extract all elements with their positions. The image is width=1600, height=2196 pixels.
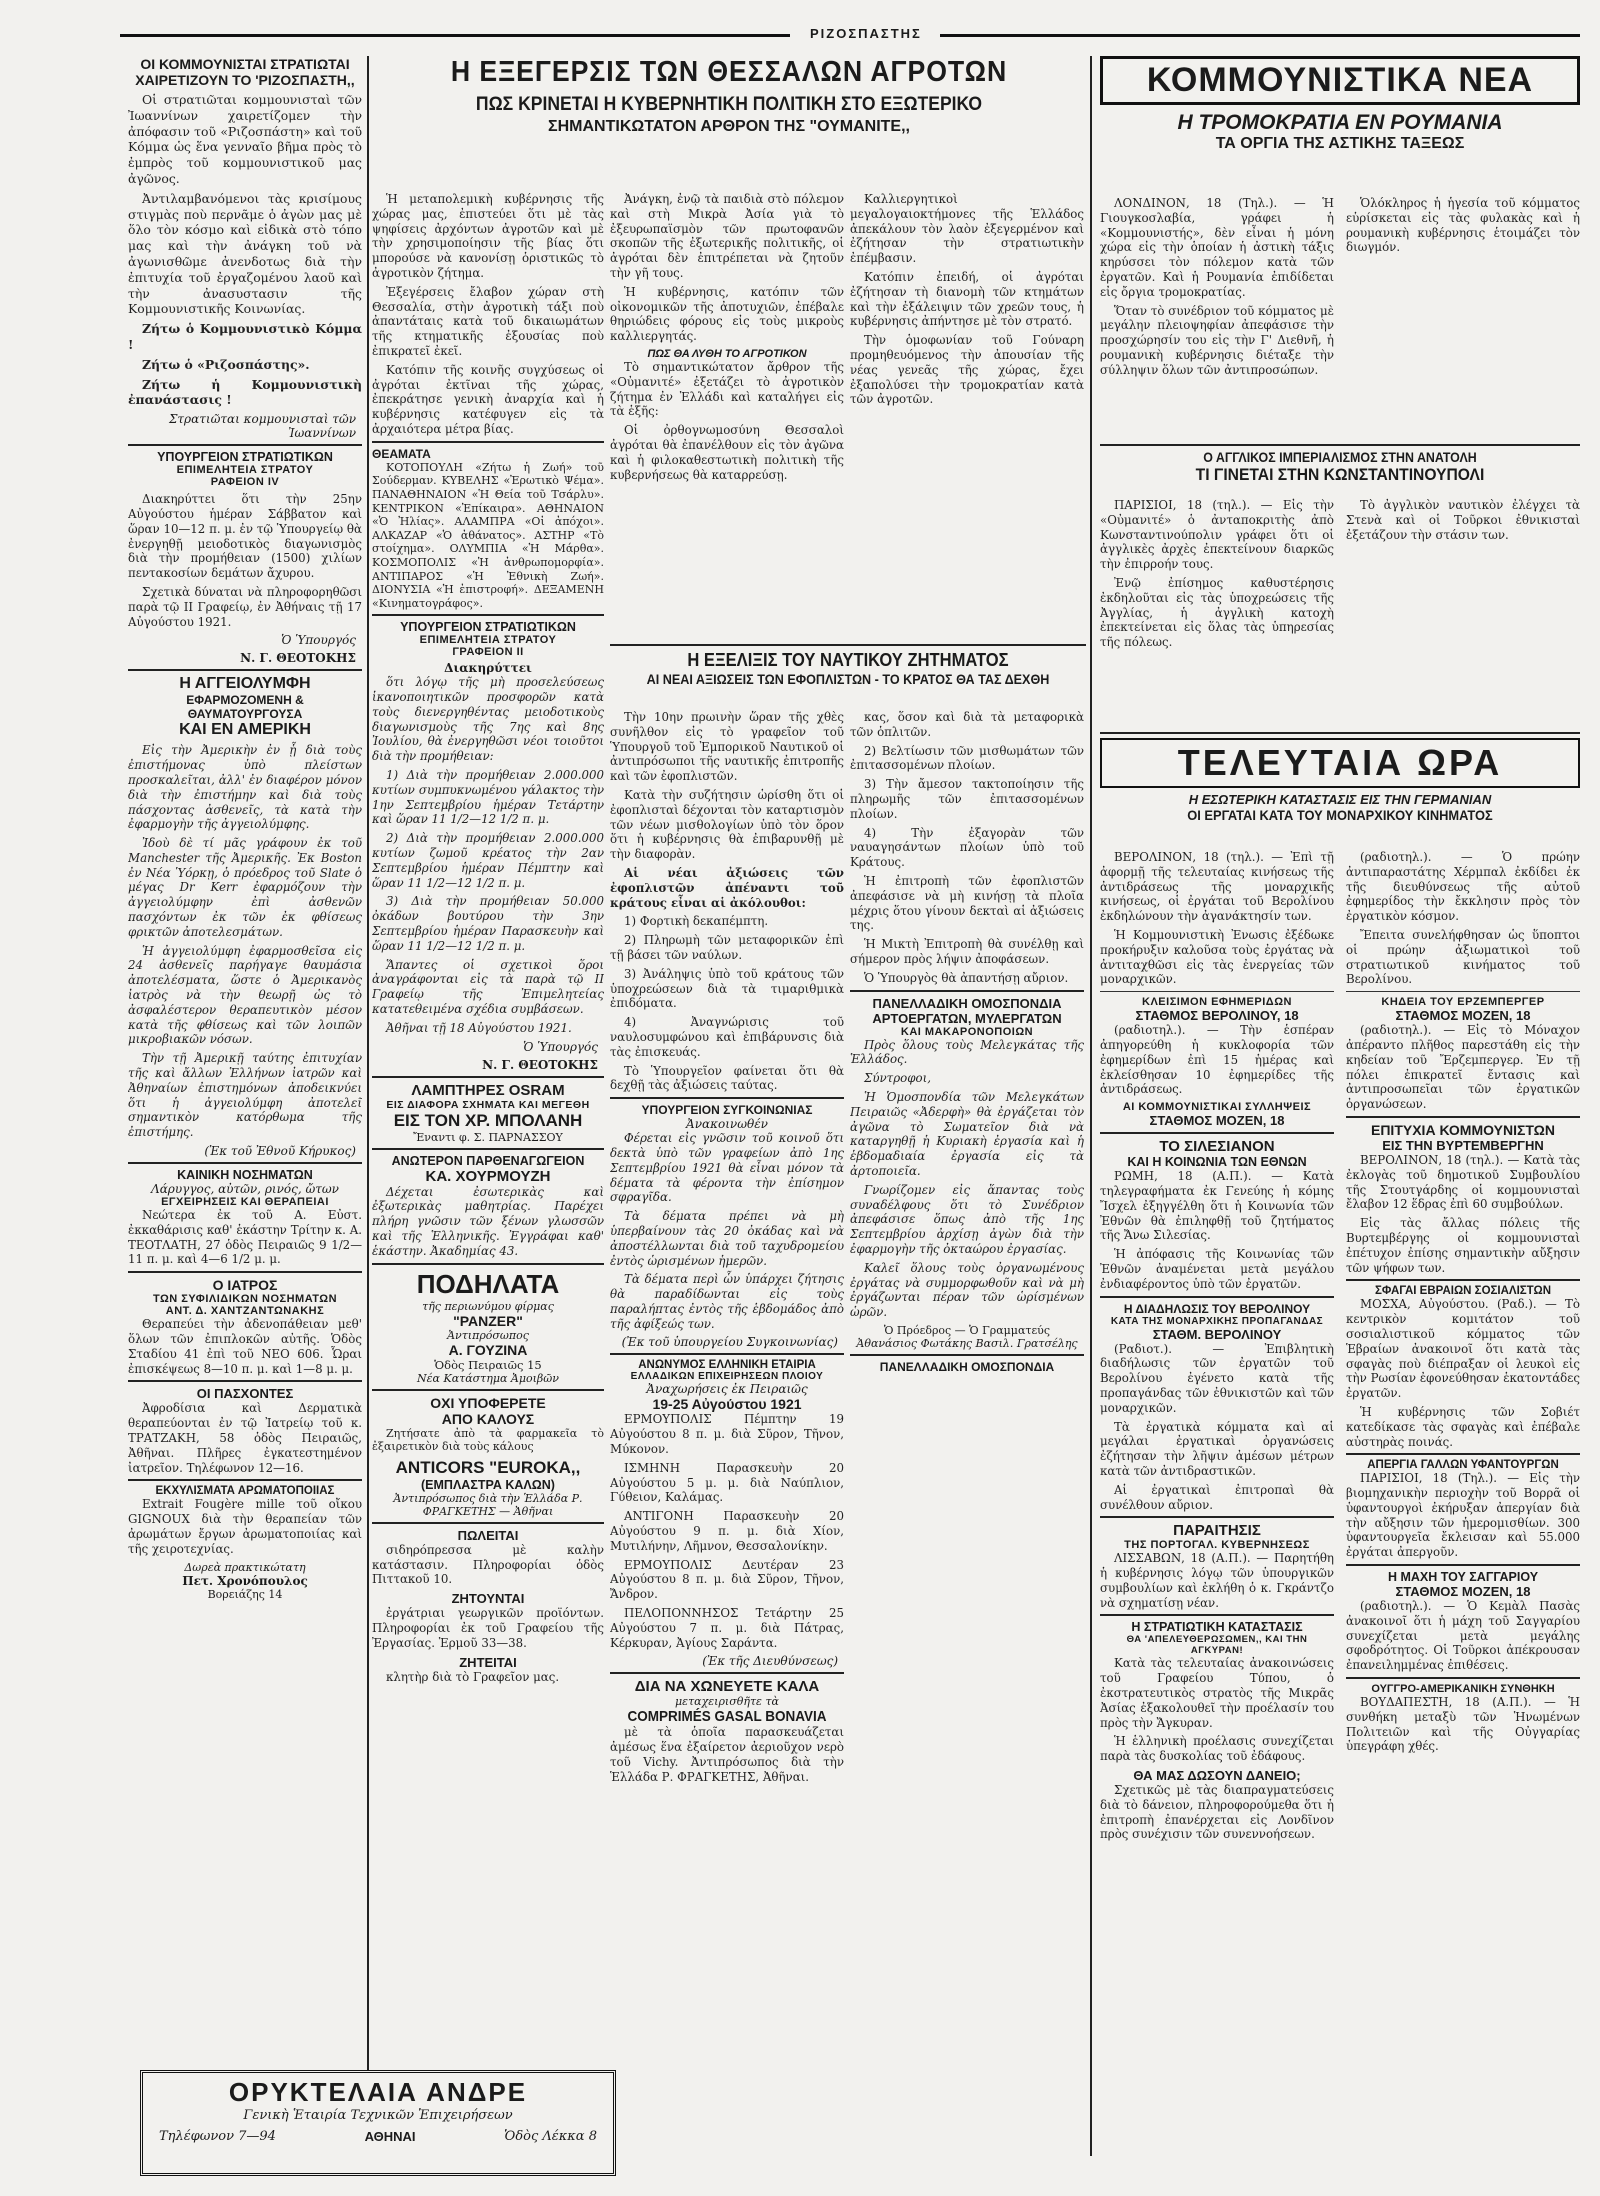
- masthead-bar: [120, 26, 1580, 44]
- paragraph: Καλλιεργητικοὶ μεγαλογαιοκτήμονες τῆς Ἑλλάδος ἀπεκάλουν τὸν λαὸν ἐξεγερμένον καὶ ἐζήτησαν τὴν στρατιωτικὴν ἐπέμβασιν.: [850, 192, 1084, 266]
- divider: [1346, 1116, 1580, 1118]
- sub-headline: ΟΙ ΕΡΓΑΤΑΙ ΚΑΤΑ ΤΟΥ ΜΟΝΑΡΧΙΚΟΥ ΚΙΝΗΜΑΤΟΣ: [1187, 807, 1493, 823]
- masthead-rule-left: [120, 34, 790, 37]
- ad-brand: COMPRIMÉS GASAL BONAVIA: [627, 1708, 827, 1726]
- divider: [1346, 1279, 1580, 1281]
- paragraph: Ἡ Κομμουνιστικὴ Ἐνωσις ἐξέδωκε προκήρυξιν καλοῦσα τοὺς ἐργάτας νὰ ἀντιταχθῶσι εἰς τὰς ἐνεργείας τῶν μοναρχικῶν.: [1100, 927, 1334, 987]
- paragraph: Ἀνάγκη, ἐνῷ τὰ παιδιὰ στὸ πόλεμον καὶ στὴ Μικρὰ Ἀσία γιὰ τὸ ἐξευρωπαϊσμὸν τῶν πρωτοφανῶν σκοπῶν τῆς ἐξωτερικῆς πολιτικῆς, οἱ ἀγρόται δὲν ἐπιτρέπεται νὰ ζητοῦν τὴν γῆ τους.: [610, 192, 844, 280]
- column-5b-mid: [1346, 498, 1580, 728]
- headline: ΟΥΓΓΡΟ-ΑΜΕΡΙΚΑΝΙΚΗ ΣΥΝΘΗΚΗ: [1371, 1683, 1555, 1696]
- ad-address: Ὁδὸς Λέκκα 8: [504, 2129, 597, 2144]
- paragraph: 2) Βελτίωσιν τῶν μισθωμάτων τῶν ἐπιτασσομένων πλοίων.: [850, 743, 1084, 773]
- ad-subtitle: Ἀναχωρήσεις ἐκ Πειραιῶς: [646, 1382, 808, 1397]
- paragraph: Τὴν τῇ Ἀμερικῇ ταύτης ἐπιτυχίαν τῆς καὶ ἄλλων Ἑλλήνων ἰατρῶν καὶ Ἀθηναίων ἐπιστημόνων ἀποδεικνύει ὅτι ἡ ἀγγειολύμφη ἀποτελεῖ σημαντικὸν κατόρθωμα τῆς ἐπιστήμης.: [128, 1051, 362, 1140]
- ad-title: ΠΩΛΕΙΤΑΙ: [457, 1527, 519, 1543]
- ad-subtitle: ΤΩΝ ΣΥΦΙΛΙΔΙΚΩΝ ΝΟΣΗΜΑΤΩΝ: [152, 1293, 338, 1306]
- headline: Η ΑΓΓΕΙΟΛΥΜΦΗ: [179, 675, 311, 693]
- headline: Η ΕΞΕΛΙΞΙΣ ΤΟΥ ΝΑΥΤΙΚΟΥ ΖΗΤΗΜΑΤΟΣ: [687, 650, 1009, 670]
- divider: [610, 644, 1086, 646]
- divider: [128, 1380, 362, 1382]
- paragraph: Ἀντιλαμβανόμενοι τὰς κρισίμους στιγμὰς ποὺ περνᾶμε ὁ ἀγὼν μας μὲ ὅλο τὸν κόσμο καὶ εἰδικὰ στὸ τόπο μας καὶ τὴν ἀνάγκη τοῦ νὰ ἀγωνισθῶμε ἀνενδοτως διὰ τὴν ἐπιτυχία τοῦ ἐργαζομένου λαοῦ καὶ τὴν ἀνασυστασιν τῆς Κομμουνιστικῆς Κοινωνίας.: [128, 190, 362, 317]
- paragraph: (ραδιοτηλ.). — Τὴν ἑσπέραν ἀπηγορεύθη ἡ κυκλοφορία τῶν ἐφημερίδων ἐπὶ 15 ἡμέρας καὶ ἐκλείσθησαν 10 ἐφημερίδες τῆς ἀντιδράσεως.: [1100, 1023, 1334, 1097]
- divider: [610, 1672, 844, 1674]
- paragraph: ΡΩΜΗ, 18 (Α.Π.). — Κατὰ τηλεγραφήματα ἐκ Γενεύης ἡ κόμης Ἴσχελ ἐξηγγέλθη ὅτι ἡ Κοινωνία τῶν Ἐθνῶν θὰ ἐπιληφθῇ τοῦ ζητήματος τῆς Ἄνω Σιλεσίας.: [1100, 1169, 1334, 1243]
- divider: [1100, 991, 1334, 992]
- paragraph: κας, ὅσον καὶ διὰ τὰ μεταφορικὰ τῶν ὁπλιτῶν.: [850, 710, 1084, 739]
- signature: Ὁ Ὑπουργός: [523, 1039, 598, 1054]
- column-1: [128, 56, 362, 2166]
- signature: Ὁ Ὑπουργός: [281, 633, 356, 648]
- paragraph: Ζήτω ἡ Κομμουνιστικὴ ἐπανάστασις !: [128, 376, 362, 408]
- headline: ΘΑ ΜΑΣ ΔΩΣΟΥΝ ΔΑΝΕΙΟ;: [1133, 1768, 1301, 1784]
- paragraph: ΑΝΤΙΓΟΝΗ Παρασκευὴν 20 Αὐγούστου 9 π. μ. διὰ Χίον, Μυτιλήνην, Λῆμνον, Θεσσαλονίκην.: [610, 1509, 844, 1553]
- divider: [128, 444, 362, 446]
- divider: [128, 1271, 362, 1273]
- source-note: (Ἐκ τοῦ ὑπουργείου Συγκοινωνίας): [621, 1335, 838, 1350]
- section-box-title: ΚΟΜΜΟΥΝΙΣΤΙΚΑ ΝΕΑ: [1100, 56, 1580, 105]
- paragraph: Τὴν 10ην πρωινὴν ὥραν τῆς χθὲς συνῆλθον εἰς τὸ γραφεῖον τοῦ Ὑπουργοῦ τοῦ Ἐμπορικοῦ Ναυτικοῦ οἱ ἀντιπρόσωποι τῆς ναυτικῆς ἐπιτροπῆς καὶ τῶν ἐφοπλιστῶν.: [610, 710, 844, 784]
- divider: [372, 1389, 604, 1391]
- headline: ΧΑΙΡΕΤΙΖΟΥΝ ΤΟ 'ΡΙΖΟΣΠΑΣΤΗ,,: [135, 72, 355, 88]
- paragraph: Τὰ ἐργατικὰ κόμματα καὶ αἱ μεγάλαι ἐργατικαὶ ὀργανώσεις ἐζήτησαν τὴν λῆψιν ἀμέσων μέτρων κατὰ τῶν ἀντιδραστικῶν.: [1100, 1419, 1334, 1478]
- ad-subtitle: ΕΓΧΕΙΡΗΣΕΙΣ ΚΑΙ ΘΕΡΑΠΕΙΑΙ: [161, 1196, 329, 1209]
- section-box-title: ΤΕΛΕΥΤΑΙΑ ΩΡΑ: [1100, 738, 1580, 788]
- headline: Η ΣΤΡΑΤΙΩΤΙΚΗ ΚΑΤΑΣΤΑΣΙΣ: [1131, 1620, 1303, 1635]
- ad-subtitle: ΕΛΛΑΔΙΚΩΝ ΕΠΙΧΕΙΡΗΣΕΩΝ ΠΛΟΙΟΥ: [630, 1371, 824, 1383]
- paragraph: (ραδιοτηλ.). — Ὁ Κεμὰλ Πασὰς ἀνακοινοῖ ὅτι ἡ μάχη τοῦ Σαγγαρίου συνεχίζεται μετὰ μεγάλης σφοδρότητος. Οἱ Τοῦρκοι ἀπέκρουσαν ἐπανειλημμένας ἐπιθέσεις.: [1346, 1599, 1580, 1673]
- paragraph: Ἡ κυβέρνησις, κατόπιν τῶν οἰκονομικῶν τῆς ἀποτυχιῶν, ἐπέβαλε θηριώδεις φόρους εἰς τοὺς μικροὺς καλλιεργητάς.: [610, 284, 844, 344]
- paragraph: Ἔπειτα συνελήφθησαν ὡς ὕποπτοι οἱ πρώην ἀξιωματικοὶ τοῦ στρατιωτικοῦ κινήματος τοῦ Βερολίνου.: [1346, 927, 1580, 987]
- paragraph: Κατὰ τὰς τελευταίας ἀνακοινώσεις τοῦ Γραφείου Τύπου, ὁ ἐκστρατευτικὸς στρατὸς τῆς Μικρᾶς Ἀσίας ἐξακολουθεῖ τὴν προέλασίν του πρὸς τὴν Ἄγκυραν.: [1100, 1656, 1334, 1730]
- sub-headline: ΤΙ ΓΙΝΕΤΑΙ ΣΤΗΝ ΚΩΝΣΤΑΝΤΙΝΟΥΠΟΛΙ: [1195, 465, 1485, 484]
- ad-brand: ANTICORS "EUROKA,,: [395, 1457, 581, 1477]
- signature: Ν. Γ. ΘΕΟΤΟΚΗΣ: [240, 651, 356, 666]
- notice-subtitle: ΓΡΑΦΕΙΟΝ ΙΙ: [452, 646, 524, 659]
- paragraph: Ἀφροδίσια καὶ Δερματικὰ θεραπεύονται ἐν τῷ Ἰατρείῳ τοῦ κ. ΤΡΑΤΖΑΚΗ, 58 ὁδὸς Πειραιῶς, Ἀθῆναι. Πλῆρες ἐγκατεστημένον ἰατρεῖον. Τηλέφωνον 12—16.: [128, 1401, 362, 1475]
- paragraph: Ἡ μεταπολεμικὴ κυβέρνησις τῆς χώρας μας, ἐπιστεύει ὅτι μὲ τὰς ψηφίσεις ἀρχόντων ἀγροτῶν καὶ μὲ τὴν χρησιμοποίησιν τῆς βίας ὅτι μπορούσε νὰ κανονίσῃ ὁριστικῶς τὸ ἀγροτικὸν ζήτημα.: [372, 192, 604, 280]
- ad-title: ΛΑΜΠΤΗΡΕΣ OSRAM: [411, 1081, 565, 1099]
- paragraph: Θεραπεύει τὴν ἀδενοπάθειαν μεθ' ὅλων τῶν ἐπιπλοκῶν αὐτῆς. Ὁδὸς Σταδίου 41 ἐπὶ τοῦ ΝΕΟ 606. Ὧραι ἐπισκέψεως 8—10 π. μ. καὶ 1—8 μ. μ.: [128, 1317, 362, 1376]
- column-5a: [1100, 850, 1334, 2166]
- headline: ΑΠΕΡΓΙΑ ΓΑΛΛΩΝ ΥΦΑΝΤΟΥΡΓΩΝ: [1367, 1459, 1559, 1472]
- source-note: (Ἐκ τοῦ Ἐθνοῦ Κήρυκος): [204, 1144, 356, 1159]
- paragraph: Τὸ Ὑπουργεῖον φαίνεται ὅτι θὰ δεχθῇ τὰς ἀξιώσεις ταύτας.: [610, 1063, 844, 1093]
- column-rule: [1090, 56, 1092, 2156]
- ad-rep: Ἀντιπρόσωπος διὰ τὴν Ἑλλάδα Ρ. ΦΡΑΓΚΕΤΗΣ — Ἀθῆναι: [393, 1491, 583, 1518]
- ad-phone: Τηλέφωνον 7—94: [159, 2129, 276, 2144]
- paragraph: (ραδιοτηλ.). — Εἰς τὸ Μόναχον ἀπέραντο πλῆθος παρεστάθη εἰς τὴν κηδείαν τοῦ Ἔρζεμπεργερ. Ἐν τῇ πόλει ἐπικρατεῖ ἔντασις καὶ ἀντιπροσωπεῖαι τῶν ἐργατικῶν ὀργανώσεων.: [1346, 1023, 1580, 1112]
- column-4: [850, 710, 1084, 2166]
- dateline: ΣΤΑΘΜ. ΒΕΡΟΛΙΝΟΥ: [1152, 1326, 1282, 1342]
- ad-title: ΠΟΔΗΛΑΤΑ: [416, 1268, 560, 1299]
- ad-address: Ἔναντι φ. Σ. ΠΑΡΝΑΣΣΟΥ: [413, 1130, 563, 1144]
- headline: ΕΠΙΤΥΧΙΑ ΚΟΜΜΟΥΝΙΣΤΩΝ: [1370, 1121, 1555, 1138]
- right-header: [1100, 56, 1580, 153]
- paragraph: Ἀθῆναι τῇ 18 Αὐγούστου 1921.: [386, 1020, 572, 1035]
- divider: [372, 1522, 604, 1524]
- sub-headline: ΚΑΙ Η ΚΟΙΝΩΝΙΑ ΤΩΝ ΕΘΝΩΝ: [1127, 1155, 1307, 1170]
- signature: Ἀθανάσιος Φωτάκης Βασιλ. Γρατσέλης: [856, 1336, 1078, 1350]
- ad-name: Α. ΓΟΥΖΙΝΑ: [448, 1341, 528, 1358]
- ad-subtitle: Λάρυγγος, αὐτῶν, ρινός, ὤτων: [151, 1182, 339, 1197]
- paragraph: ΠΕΛΟΠΟΝΝΗΣΟΣ Τετάρτην 25 Αὐγούστου 7 π. μ. διὰ Πάτρας, Κέρκυραν, Ἀγίους Σαράντα.: [610, 1606, 844, 1650]
- ad-name: ΚΑ. ΧΟΥΡΜΟΥΖΗ: [425, 1167, 551, 1185]
- paragraph: 2) Διὰ τὴν προμήθειαν 2.000.000 κυτίων ζωμοῦ κρέατος τὴν 2αν Σεπτεμβρίου ἡμέραν Πέμπτην καὶ ὥραν 11 1/2—12 1/2 π. μ.: [372, 831, 604, 890]
- ad-address: Ὁδὸς Πειραιῶς 15: [434, 1357, 542, 1372]
- ad-title: ΖΗΤΟΥΝΤΑΙ: [451, 1591, 525, 1607]
- section-title: ΘΕΑΜΑΤΑ: [372, 446, 431, 461]
- masthead-rule-right: [940, 34, 1580, 37]
- section-title: ΑΙ ΚΟΜΜΟΥΝΙΣΤΙΚΑΙ ΣΥΛΛΗΨΕΙΣ: [1122, 1101, 1312, 1114]
- paragraph: Σύντροφοι,: [864, 1071, 931, 1086]
- paragraph: ΙΣΜΗΝΗ Παρασκευὴν 20 Αὐγούστου 5 μ. μ. διὰ Ναύπλιον, Γύθειον, Καλάμας.: [610, 1460, 844, 1505]
- paragraph: Ζητήσατε ἀπὸ τὰ φαρμακεῖα τὸ ἐξαιρετικὸν διὰ τοὺς κάλους: [372, 1426, 604, 1454]
- ad-title: ΚΑΙΝΙΚΗ ΝΟΣΗΜΑΤΩΝ: [177, 1168, 313, 1183]
- sub-headline: ΤΑ ΟΡΓΙΑ ΤΗΣ ΑΣΤΙΚΗΣ ΤΑΞΕΩΣ: [1215, 135, 1465, 152]
- paragraph: ΠΑΡΙΣΙΟΙ, 18 (τηλ.). — Εἰς τὴν «Οὐμανιτέ» ὁ ἀνταποκριτὴς ἀπὸ Κωνσταντινούπολιν γράφει ὅτι οἱ ἀγγλικὲς ἀρχὲς ἐπεκτείνουν διαρκῶς τὴν ἐπιρροήν τους.: [1100, 498, 1334, 572]
- paragraph: Ἡ ἀπόφασις τῆς Κοινωνίας τῶν Ἐθνῶν ἀναμένεται μετὰ μεγάλου ἐνδιαφέροντος ὑπὸ τῶν ἐργατῶν.: [1100, 1247, 1334, 1291]
- column-5a-mid: [1100, 498, 1334, 728]
- paragraph: ΜΟΣΧΑ, Αὐγούστου. (Ραδ.). — Τὸ κεντρικὸν κομιτάτον τοῦ σοσιαλιστικοῦ κόμματος τῶν Ἑβραίων ἀνακοινοῖ ὅτι κατὰ τὰς σφαγὰς ποὺ διέπραξαν οἱ λευκοὶ εἰς τὴν Ρωσίαν ἐφονεύθησαν ἑκατοντάδες ἐργατῶν.: [1346, 1297, 1580, 1401]
- notice-title: ΥΠΟΥΡΓΕΙΟΝ ΣΤΡΑΤΙΩΤΙΚΩΝ: [400, 620, 576, 635]
- ad-address: Βορειάζης 14: [207, 1587, 283, 1601]
- sub-headline: ΤΗΣ ΠΟΡΤΟΓΑΛ. ΚΥΒΕΡΝΗΣΕΩΣ: [1124, 1539, 1310, 1552]
- paragraph: σιδηρόπρεσσα μὲ καλὴν κατάστασιν. Πληροφορίαι ὁδὸς Πιττακοῦ 10.: [372, 1542, 604, 1587]
- signature: Ὁ Πρόεδρος — Ὁ Γραμματεύς: [883, 1323, 1051, 1337]
- dateline: ΣΤΑΘΜΟΣ ΒΕΡΟΛΙΝΟΥ, 18: [1135, 1008, 1299, 1024]
- paragraph: Τὸ σημαντικώτατον ἄρθρον τῆς «Οὐμανιτέ» ἐξετάζει τὸ ἀγροτικὸν ζήτημα ἐν Ἑλλάδι καὶ καταλήγει εἰς τὰ ἑξῆς:: [610, 359, 844, 419]
- paragraph: Ζήτω ὁ «Ριζοσπάστης».: [142, 356, 310, 372]
- paragraph: 1) Διὰ τὴν προμήθειαν 2.000.000 κυτίων συμπυκνωμένου γάλακτος τὴν 1ην Σεπτεμβρίου ἡμέραν Τετάρτην καὶ ὥραν 11 1/2—12 1/2 π. μ.: [372, 768, 604, 827]
- sub-headline: ΘΑ 'ΑΠΕΛΕΥΘΕΡΩΣΩΜΕΝ,, ΚΑΙ ΤΗΝ ΑΓΚΥΡΑΝ!: [1126, 1634, 1308, 1657]
- paragraph: Ὅταν τὸ συνέδριον τοῦ κόμματος μὲ μεγάλην πλειοψηφίαν ἀπεφάσισε τὴν προσχώρησίν του εἰς τὴν Γ' Διεθνῆ, ἡ ρουμανικὴ κυβέρνησις διέταξε τὴν σύλληψιν ὅλων τῶν ἀντιπροσώπων.: [1100, 303, 1334, 377]
- paragraph: Οἱ στρατιῶται κομμουνισταὶ τῶν Ἰωαννίνων χαιρετίζομεν τὴν ἀπόφασιν τοῦ «Ριζοσπάστη» καὶ τοῦ Κόμμα ὡς ἕνα γενναῖο βῆμα πρὸς τὸ ἐμπρὸς τοῦ κομμουνιστικοῦ μας ἀγῶνος.: [128, 92, 362, 186]
- ad-subtitle: Γενικὴ Ἑταιρία Τεχνικῶν Ἐπιχειρήσεων: [243, 2108, 513, 2123]
- divider: [128, 1162, 362, 1164]
- paragraph: 3) Τὴν ἄμεσον τακτοποίησιν τῆς πληρωμῆς τῶν ἐπιτασσομένων πλοίων.: [850, 777, 1084, 821]
- paragraph: Ἡ Ὁμοσπονδία τῶν Μελεγκάτων Πειραιῶς «Ἀδερφὴ» θὰ ἐργάζεται τὸν ἀγῶνα τὸ Σωματεῖον διὰ νὰ καταργηθῇ ἡ Κυριακὴ ἐργασία καὶ ἡ ἑβδομαδιαία ἐργασία εἰς τὰ ἀρτοποιεῖα.: [850, 1089, 1084, 1178]
- headline: ΣΦΑΓΑΙ ΕΒΡΑΙΩΝ ΣΟΣΙΑΛΙΣΤΩΝ: [1374, 1285, 1552, 1298]
- ad-subtitle: Ἀντιπρόσωπος: [447, 1328, 529, 1342]
- signature: Ν. Γ. ΘΕΟΤΟΚΗΣ: [482, 1057, 598, 1072]
- paragraph: ΕΡΜΟΥΠΟΛΙΣ Δευτέραν 23 Αὐγούστου 8 π. μ. διὰ Σῦρον, Τῆνον, Ἄνδρον.: [610, 1557, 844, 1602]
- headline: ΟΙ ΚΟΜΜΟΥΝΙΣΤΑΙ ΣΤΡΑΤΙΩΤΑΙ: [140, 56, 350, 72]
- column-3: [610, 710, 844, 2166]
- divider: [1346, 991, 1580, 992]
- paragraph: Ἡ ἀγγειολύμφη ἐφαρμοσθεῖσα εἰς 24 ἀσθενεῖς παρήγαγε θαυμάσια ἀποτελέσματα, ὥστε ὁ Ἀμερικανὸς ἰατρὸς νὰ τὴν θεωρῇ ὡς τὸ ἀσφαλέστερον θεραπευτικὸν μέσον κατὰ τῆς φθίσεως καὶ τῶν λοιπῶν μικροβιακῶν νόσων.: [128, 943, 362, 1047]
- paragraph: Ἡ Μικτὴ Ἐπιτροπὴ θὰ συνέλθῃ καὶ σήμερον πρὸς λήψιν ἀποφάσεων.: [850, 937, 1084, 966]
- paragraph: ΒΕΡΟΛΙΝΟΝ, 18 (τηλ.). — Κατὰ τὰς ἐκλογὰς τοῦ δημοτικοῦ Συμβουλίου τῆς Στουτγάρδης οἱ κομμουνισταὶ ἔλαβον 12 ἕδρας ἐπὶ 60 συμβούλων.: [1346, 1152, 1580, 1212]
- paragraph: Ὁ Ὑπουργὸς θὰ ἀπαντήσῃ αὔριον.: [864, 970, 1069, 985]
- headline: ΤΟ ΣΙΛΕΣΙΑΝΟΝ: [1159, 1138, 1275, 1156]
- dateline: ΣΤΑΘΜΟΣ ΜΟΖΕΝ, 18: [1395, 1008, 1531, 1024]
- column-5b: [1346, 850, 1580, 2166]
- paragraph: ΒΟΥΔΑΠΕΣΤΗ, 18 (Α.Π.). — Ἡ συνθήκη μεταξὺ τῶν Ἡνωμένων Πολιτειῶν καὶ τῆς Οὐγγαρίας ὑπεγράφη χθές.: [1346, 1695, 1580, 1754]
- divider: [372, 1263, 604, 1265]
- main-headline: Η ΕΞΕΓΕΡΣΙΣ ΤΩΝ ΘΕΣΣΑΛΩΝ ΑΓΡΟΤΩΝ: [450, 56, 1008, 88]
- column-rule: [367, 56, 369, 2156]
- paragraph: Τὸ ἀγγλικὸν ναυτικὸν ἐλέγχει τὰ Στενὰ καὶ οἱ Τοῦρκοι ἐθνικισταὶ ἐξετάζουν τὴν στάσιν των.: [1346, 498, 1580, 542]
- column-4-top: [850, 192, 1084, 632]
- divider: [372, 441, 604, 443]
- ad-address: Νέα Κατάστημα Ἀμοιβῶν: [417, 1371, 559, 1385]
- headline: Η ΕΣΩΤΕΡΙΚΗ ΚΑΤΑΣΤΑΣΙΣ ΕΙΣ ΤΗΝ ΓΕΡΜΑΝΙΑΝ: [1188, 792, 1492, 807]
- paragraph: Ἅπαντες οἱ σχετικοὶ ὅροι ἀναγράφονται εἰς τὰ παρὰ τῷ ΙΙ Γραφείῳ τῆς Ἐπιμελητείας κατατεθειμένα σχέδια συμβάσεων.: [372, 957, 604, 1017]
- divider: [850, 990, 1084, 992]
- divider: [372, 1076, 604, 1078]
- paragraph: Ζήτω ὁ Κομμουνιστικὸ Κόμμα !: [128, 321, 362, 352]
- sub-headline: ΠΩΣ ΚΡΙΝΕΤΑΙ Η ΚΥΒΕΡΝΗΤΙΚΗ ΠΟΛΙΤΙΚΗ ΣΤΟ ΕΞΩΤΕΡΙΚΟ: [475, 93, 983, 115]
- footer-ad: [140, 2070, 616, 2176]
- paragraph: κλητὴρ διὰ τὸ Γραφεῖον μας.: [386, 1669, 560, 1684]
- notice-title: ΥΠΟΥΡΓΕΙΟΝ ΣΤΡΑΤΙΩΤΙΚΩΝ: [157, 450, 333, 465]
- divider: [372, 614, 604, 616]
- headline: ΠΑΡΑΙΤΗΣΙΣ: [1173, 1522, 1261, 1540]
- sub-headline: ΚΑΙ ΜΑΚΑΡΟΝΟΠΟΙΩΝ: [900, 1025, 1034, 1038]
- paragraph: 4) Τὴν ἐξαγορὰν τῶν ναυαγησάντων πλοίων ὑπὸ τοῦ Κράτους.: [850, 825, 1084, 870]
- paragraph: Νεώτερα ἐκ τοῦ Α. Εὐστ. ἐκκαθάρισις καθ' ἑκάστην Τρίτην κ. Α. ΤΕΟΤΛΑΤΗ, 27 ὁδὸς Πειραιῶς 9 1/2—11 π. μ. καὶ 4—6 1/2 μ. μ.: [128, 1208, 362, 1267]
- ad-note: Δωρεὰ πρακτικώτατη: [184, 1560, 306, 1574]
- column-3-top: [610, 192, 844, 632]
- ad-dates: 19-25 Αὐγούστου 1921: [652, 1396, 802, 1413]
- dateline: ΣΤΑΘΜΟΣ ΜΟΖΕΝ, 18: [1395, 1584, 1531, 1600]
- divider: [610, 1097, 844, 1099]
- paragraph: (ραδιοτηλ.). — Ὁ πρώην ἀντιπαραστάτης Χέρμπαλ ἐκδίδει ἐκ τῆς διευθύνσεως τῆς αὐτοῦ ἐφημερίδος τὴν ἔκκλησιν πρὸς τὸν ἐργατικὸν κόσμον.: [1346, 850, 1580, 924]
- paragraph: Σχετικῶς μὲ τὰς διαπραγματεύσεις διὰ τὸ δάνειον, πληροφορούμεθα ὅτι ἡ ἐπιτροπὴ ἐπανέρχεται εἰς Λονδῖνον πρὸς συνέχισιν τῶν συνεννοήσεων.: [1100, 1783, 1334, 1842]
- sub-headline: ΕΙΣ ΤΗΝ ΒΥΡΤΕΜΒΕΡΓΗΝ: [1382, 1137, 1544, 1153]
- signature: Στρατιῶται κομμουνισταὶ τῶν Ἰωαννίνων: [168, 412, 356, 441]
- source-note: (Ἐκ τῆς Διευθύνσεως): [702, 1654, 838, 1669]
- notice-subtitle: Ἀνακοινωθέν: [686, 1117, 768, 1132]
- ad-title: ΖΗΤΕΙΤΑΙ: [459, 1654, 517, 1670]
- paragraph: Κατόπιν τῆς κοινῆς συγχύσεως οἱ ἀγρόται ἐκτῖναι τῆς χώρας, ἐπεκράτησε γενικὴ ἀναρχία καὶ ἡ κυβέρνησις κατέφυγεν εἰς τὰ ἀρχαιότερα μέτρα βίας.: [372, 362, 604, 436]
- divider: [1346, 1677, 1580, 1679]
- paragraph: Τὴν ὁμοφωνίαν τοῦ Γούναρη προμηθευόμενος τὴν ἀπουσίαν τῆς νέας γενεᾶς τῆς χώρας, ἔχει ἐξαπολύσει τὴν τρομοκρατίαν κατὰ τῶν ἀγροτῶν.: [850, 333, 1084, 407]
- column-5a-top: [1100, 196, 1334, 446]
- divider: [610, 1353, 844, 1355]
- ad-name: Πετ. Χρονόπουλος: [182, 1573, 308, 1588]
- ad-subtitle: μεταχειρισθῆτε τὰ: [675, 1695, 779, 1709]
- paragraph: Τὰ δέματα πρέπει νὰ μὴ ὑπερβαίνουν τὰς 20 ὀκάδας καὶ νὰ ἀποστέλλωνται διὰ τοῦ ταχυδρομείου ἐντὸς ὡρισμένων ἡμερῶν.: [610, 1209, 844, 1268]
- divider: [1100, 444, 1580, 446]
- section-title: ΠΩΣ ΘΑ ΛΥΘΗ ΤΟ ΑΓΡΟΤΙΚΟΝ: [647, 347, 807, 360]
- paragraph: Γνωρίζομεν εἰς ἅπαντας τοὺς συναδέλφους ὅτι τὸ Συνέδριον ἀπεφάσισε ὅπως ἀπὸ τῆς 1ης Σεπτεμβρίου ἀρχίσῃ ἀγὼν διὰ τὴν ἐφαρμογὴν τῆς ὀκταώρου ἐργασίας.: [850, 1182, 1084, 1256]
- paragraph: Φέρεται εἰς γνῶσιν τοῦ κοινοῦ ὅτι δεκτὰ ὑπὸ τῶν γραφείων ἀπὸ 1ης Σεπτεμβρίου 1921 θὰ εἶναι μόνον τὰ δέματα τὰ φέροντα τὴν ἐπίσημον σφραγῖδα.: [610, 1131, 844, 1205]
- paragraph: (Ραδιοτ.). — Ἐπιβλητικὴ διαδήλωσις τῶν ἐργατῶν τοῦ Βερολίνου ἐγένετο κατὰ τῆς προπαγάνδας τῶν ἐθνικιστῶν καὶ τῶν μοναρχικῶν.: [1100, 1341, 1334, 1415]
- paragraph: μὲ τὰ ὁποῖα παρασκευάζεται ἀμέσως ἕνα ἐξαίρετον ἀεριοῦχον νερὸ τοῦ Vichy. Ἀντιπρόσωπος διὰ τὴν Ἑλλάδα Ρ. ΦΡΑΓΚΕΤΗΣ, Ἀθῆναι.: [610, 1725, 844, 1784]
- paragraph: 3) Ἀνάληψις ὑπὸ τοῦ κράτους τῶν ὑποχρεώσεων διὰ τὰ τιμαριθμικὰ ἐπιδόματα.: [610, 966, 844, 1011]
- paragraph: Αἱ νέαι ἀξιώσεις τῶν ἐφοπλιστῶν ἀπέναντι τοῦ κράτους εἶναι αἱ ἀκόλουθοι:: [610, 865, 844, 910]
- ad-title: Ο ΙΑΤΡΟΣ: [212, 1277, 278, 1294]
- paragraph: Ἐξεγέρσεις ἔλαβον χώραν στὴ Θεσσαλία, στὴν ἀγροτικὴ τάξι ποὺ ἀπαντάταις κατὰ τοῦ δικαιωμάτων τῆς κτηματικῆς ἐξουσίας ποὺ ἐπικρατεῖ ἐκεῖ.: [372, 284, 604, 358]
- ad-title: ΕΚΧΥΛΙΣΜΑΤΑ ΑΡΩΜΑΤΟΠΟΙΙΑΣ: [155, 1485, 335, 1498]
- paragraph: Ἡ κυβέρνησις τῶν Σοβιέτ κατεδίκασε τὰς σφαγὰς καὶ ἐπέβαλε αὐστηρὰς ποινάς.: [1346, 1404, 1580, 1449]
- paragraph: Αἱ ἐργατικαὶ ἐπιτροπαὶ θὰ συνέλθουν αὔριον.: [1100, 1482, 1334, 1512]
- headline: ΑΡΤΟΕΡΓΑΤΩΝ, ΜΥΛΕΡΓΑΤΩΝ: [872, 1010, 1062, 1026]
- divider: [1346, 1564, 1580, 1566]
- paragraph: 2) Πληρωμὴ τῶν μεταφορικῶν ἐπὶ τῇ βάσει τῶν ναύλων.: [610, 933, 844, 962]
- headline: Η ΔΙΑΔΗΛΩΣΙΣ ΤΟΥ ΒΕΡΟΛΙΝΟΥ: [1123, 1301, 1311, 1316]
- divider: [1100, 1132, 1334, 1134]
- divider: [850, 1354, 1084, 1356]
- paragraph: ΒΕΡΟΛΙΝΟΝ, 18 (τηλ.). — Ἐπὶ τῇ ἀφορμῇ τῆς τελευταίας κινήσεως τῆς ἀντιδράσεως τῆς μοναρχικῆς κινήσεως, οἱ ἐργάται τοῦ Βερολίνου ἐκδηλώνουν τὴν ἀγανάκτησίν των.: [1100, 850, 1334, 924]
- last-hour-header: [1100, 728, 1580, 823]
- masthead-name: ΡΙΖΟΣΠΑΣΤΗΣ: [810, 26, 922, 41]
- ad-title: ΟΙ ΠΑΣΧΟΝΤΕΣ: [196, 1386, 294, 1402]
- divider: [1100, 1296, 1334, 1298]
- naval-story-header: [610, 640, 1086, 687]
- notice-subtitle: ΡΑΦΕΙΟΝ IV: [210, 476, 280, 489]
- paragraph: Ἡ ἐπιτροπὴ τῶν ἐφοπλιστῶν ἀπεφάσισε νὰ μὴ κινήσῃ τὰ πλοῖα μέχρις ὅτου γίνουν δεκταὶ αἱ ἀξιώσεις της.: [850, 873, 1084, 933]
- column-2: [372, 192, 604, 2166]
- main-headline-block: [372, 56, 1086, 136]
- sub-headline: ΑΙ ΝΕΑΙ ΑΞΙΩΣΕΙΣ ΤΩΝ ΕΦΟΠΛΙΣΤΩΝ - ΤΟ ΚΡΑΤΟΣ ΘΑ ΤΑΣ ΔΕΧΘΗ: [646, 671, 1050, 687]
- ad-name: ΑΝΤ. Δ. ΧΑΝΤΖΑΝΤΩΝΑΚΗΣ: [165, 1305, 325, 1318]
- notice-title: ΥΠΟΥΡΓΕΙΟΝ ΣΥΓΚΟΙΝΩΝΙΑΣ: [641, 1103, 813, 1118]
- ad-contact-row: [143, 2123, 613, 2144]
- paragraph: ΛΙΣΣΑΒΩΝ, 18 (Α.Π.). — Παρητήθη ἡ κυβέρνησις λόγῳ τῶν ὑπουργικῶν συμβουλίων καὶ ἐκλήθη ὁ κ. Γκράντζο νὰ σχηματίσῃ νέαν.: [1100, 1551, 1334, 1610]
- paragraph: Διακηρύττει ὅτι τὴν 25ην Αὐγούστου ἡμέραν Σάββατον καὶ ὥραν 10—12 π. μ. ἐν τῷ Ὑπουργείῳ θὰ ἐνεργηθῇ μειοδοτικὸς διαγωνισμὸς διὰ τὴν προμήθειαν (1500) χιλίων πεντακοσίων δεμάτων ἄχυρου.: [128, 492, 362, 581]
- sub-headline: ΚΑΤΑ ΤΗΣ ΜΟΝΑΡΧΙΚΗΣ ΠΡΟΠΑΓΑΝΔΑΣ: [1110, 1315, 1324, 1327]
- divider: [1100, 1614, 1334, 1616]
- ad-subtitle: τῆς περιωνύμου φίρμας: [422, 1299, 554, 1313]
- paragraph: Ὁλόκληρος ἡ ἡγεσία τοῦ κόμματος εὑρίσκεται εἰς τὰς φυλακὰς καὶ ἡ ρουμανικὴ κυβέρνησις ἑτοιμάζει τὸν διωγμόν.: [1346, 196, 1580, 255]
- ad-title: ΟΧΙ ΥΠΟΦΕΡΕΤΕ: [430, 1394, 546, 1411]
- paragraph: Κατόπιν ἐπειδή, οἱ ἀγρόται ἐζήτησαν τὴ διανομὴ τῶν κτημάτων καὶ τὴν ἐξάλειψιν τῶν χρεῶν τους, ἡ κυβέρνησις ἀπήντησε μὲ τὸν στρατό.: [850, 269, 1084, 329]
- headline: Η ΜΑΧΗ ΤΟΥ ΣΑΓΓΑΡΙΟΥ: [1387, 1570, 1539, 1585]
- paragraph: Extrait Fougère mille τοῦ οἴκου GIGNOUX διὰ τὴν θεραπείαν τῶν ἀρωμάτων ἔργων ἀρωματοποιίας καὶ τῆς χειροτεχνίας.: [128, 1497, 362, 1556]
- paragraph: ΠΑΡΙΣΙΟΙ, 18 (Τηλ.). — Εἰς τὴν βιομηχανικὴν περιοχὴν τοῦ Βορρᾶ οἱ ὑφαντουργοὶ ἐκήρυξαν ἀπεργίαν διὰ τὴν αὔξησιν τῶν ἡμερομισθίων. 300 ὑφαντουργεῖα ἔκλεισαν καὶ 55.000 ἐργάται ἀπεργοῦν.: [1346, 1471, 1580, 1560]
- divider: [1346, 1453, 1580, 1455]
- divider: [128, 669, 362, 671]
- headline: Η ΤΡΟΜΟΚΡΑΤΙΑ ΕΝ ΡΟΥΜΑΝΙΑ: [1177, 111, 1503, 134]
- paragraph: Τὰ δέματα περὶ ὧν ὑπάρχει ζήτησις θὰ παραδίδωνται εἰς τοὺς παραλήπτας ἐντὸς τῆς ἑβδομάδος ἀπὸ τῆς ἀφίξεώς των.: [610, 1272, 844, 1331]
- ad-title: ΔΙΑ ΝΑ ΧΩΝΕΥΕΤΕ ΚΑΛΑ: [634, 1678, 820, 1696]
- paragraph: 1) Φορτικὴ δεκαπέμπτη.: [624, 914, 769, 929]
- divider: [1100, 732, 1580, 734]
- ad-brand: (ΕΜΠΛΑΣΤΡΑ ΚΑΛΩΝ): [421, 1477, 555, 1492]
- paragraph: Εἰς τὰς ἄλλας πόλεις τῆς Βυρτεμβέργης οἱ κομμουνισταὶ ἐπέτυχον ἐπίσης σημαντικὴν αὔξησιν τῶν ψήφων των.: [1346, 1216, 1580, 1275]
- divider: [128, 1479, 362, 1481]
- paragraph: Ἐνῷ ἐπίσημος καθυστέρησις ἐκδηλοῦται εἰς τὰς ὑποχρεώσεις τῆς Ἀγγλίας, ἡ ἀγγλικὴ κατοχὴ ἐπεκτείνεται εἰς ὅλας τὰς ὑπηρεσίας τῆς πόλεως.: [1100, 575, 1334, 650]
- ad-subtitle: ΕΙΣ ΔΙΑΦΟΡΑ ΣΧΗΜΑΤΑ ΚΑΙ ΜΕΓΕΘΗ: [386, 1098, 590, 1111]
- notice-subtitle: ΕΠΙΜΕΛΗΤΕΙΑ ΣΤΡΑΤΟΥ: [176, 464, 314, 477]
- divider: [372, 1148, 604, 1150]
- headline: Ο ΑΓΓΛΙΚΟΣ ΙΜΠΕΡΙΑΛΙΣΜΟΣ ΣΤΗΝ ΑΝΑΤΟΛΗ: [1203, 450, 1477, 465]
- paragraph: Καλεῖ ὅλους τοὺς ὀργανωμένους ἐργάτας νὰ συμμορφωθοῦν καὶ νὰ μὴ ἐργάζωνται πέραν τῶν ὡρίσμένων ὡρῶν.: [850, 1260, 1084, 1320]
- section-title: ΚΗΔΕΙΑ ΤΟΥ ΕΡΖΕΜΠΕΡΓΕΡ: [1381, 996, 1545, 1009]
- section-title: ΠΑΝΕΛΛΑΔΙΚΗ ΟΜΟΣΠΟΝΔΙΑ: [879, 1359, 1055, 1374]
- paragraph: Σχετικὰ δύναται νὰ πληροφορηθῶσι παρὰ τῷ ΙΙ Γραφείῳ, ἐν Ἀθήναις τῇ 17 Αὐγούστου 1921.: [128, 584, 362, 629]
- paragraph: ΕΡΜΟΥΠΟΛΙΣ Πέμπτην 19 Αὐγούστου 8 π. μ. διὰ Σῦρον, Τῆνον, Μύκονον.: [610, 1412, 844, 1457]
- ad-brand: "PANZER": [453, 1312, 523, 1329]
- paragraph: Δέχεται ἐσωτερικὰς καὶ ἐξωτερικὰς μαθητρίας. Παρέχει πλήρη γνῶσιν τῶν ξένων γλωσσῶν καὶ τῆς Ἑλληνικῆς. Ἐγγράφαι καθ' ἑκάστην. Ἀκαδημίας 43.: [372, 1184, 604, 1258]
- paragraph: 4) Ἀναγνώρισις τοῦ ναυλοσυμφώνου καὶ ἐπιβάρυνσις διὰ τὰς ἐπισκευάς.: [610, 1015, 844, 1059]
- paragraph: Ἰδοὺ δὲ τί μᾶς γράφουν ἐκ τοῦ Manchester τῆς Ἀμερικῆς. Ἐκ Boston ἐν Νέα Ὑόρκῃ, ὁ πρόεδρος τοῦ Slate ὁ μέγας Dr Kerr ἐφαρμόζουν τὴν ἀγγειολύμφην ἐπὶ ἀσθενῶν πασχόντων ἐκ τῶν ἐκ φθίσεως φρικτῶν ἀποτελεσμάτων.: [128, 836, 362, 939]
- divider: [1100, 1516, 1334, 1518]
- notice-subtitle: ΕΠΙΜΕΛΗΤΕΙΑ ΣΤΡΑΤΟΥ: [419, 634, 557, 647]
- headline: ΚΑΙ ΕΝ ΑΜΕΡΙΚΗ: [179, 721, 311, 739]
- ad-title: ΟΡΥΚΤΕΛΑΙΑ ΑΝΔΡΕ: [228, 2077, 528, 2107]
- paragraph: ἐργάτριαι γεωργικῶν προϊόντων. Πληροφορίαι ἐκ τοῦ Γραφείου τῆς Ἐργασίας. Ἑρμοῦ 33—38.: [372, 1606, 604, 1650]
- notice-head: Διακηρύττει: [444, 661, 532, 676]
- ad-name: ΕΙΣ ΤΟΝ ΧΡ. ΜΠΟΛΑΝΗ: [393, 1110, 583, 1130]
- paragraph: ὅτι λόγῳ τῆς μὴ προσελεύσεως ἱκανοποιητικῶν προσφορῶν κατὰ τοὺς διενεργηθέντας μειοδοτικοὺς διαγωνισμοὺς τῆς 7ης καὶ 8ης Ἰουλίου, θὰ ἐνεργηθῶσι νέοι τοιοῦτοι διὰ τὴν προμήθειαν:: [372, 675, 604, 764]
- right-mid-header: [1100, 440, 1580, 485]
- headline: ΠΑΝΕΛΛΑΔΙΚΗ ΟΜΟΣΠΟΝΔΙΑ: [872, 995, 1062, 1011]
- paragraph: Οἱ ὀρθογνωμοσύνη Θεσσαλοὶ ἀγρόται θὰ ἐπανέλθουν εἰς τὸν ἀγῶνα καὶ ἡ φιλοκαθεστωτικὴ πολιτικὴ τῆς κυβερνήσεως θὰ καταρρεύσῃ.: [610, 423, 844, 482]
- section-title: ΚΛΕΙΣΙΜΟΝ ΕΦΗΜΕΡΙΔΩΝ: [1142, 996, 1292, 1009]
- paragraph: Κατὰ τὴν συζήτησιν ὡρίσθη ὅτι οἱ ἐφοπλισταὶ δέχονται τὸν καταρτισμὸν τῶν νέων μισθολογίων ὑπὸ τὸν ὅρον ὅτι ἡ κυβέρνησις θὰ ἐπιβαρυνθῇ μὲ τὴν διαφορὰν.: [610, 787, 844, 862]
- paragraph: Πρὸς ὅλους τοὺς Μελεγκάτας τῆς Ἑλλάδος.: [850, 1037, 1084, 1067]
- dateline: ΣΤΑΘΜΟΣ ΜΟΖΕΝ, 18: [1149, 1113, 1285, 1129]
- paragraph: Εἰς τὴν Ἀμερικὴν ἐν ᾗ διὰ τοὺς ἐπιστήμονας ὑπὸ πλείστων προσκαλεῖται, ἀλλ' ἐν διαφέρον μόνον διὰ τὴν ἐπιστήμην καὶ διὰ τοὺς πάσχοντας ἀσθενεῖς, τὰ κατὰ τὴν ἐφαρμογὴν τῆς ἀγγειολύμφης.: [128, 743, 362, 832]
- ad-title: ΑΠΟ ΚΑΛΟΥΣ: [441, 1410, 535, 1427]
- paragraph: ΚΟΤΟΠΟΥΛΗ «Ζήτω ἡ Ζωή» τοῦ Σούδερμαν. ΚΥΒΕΛΗΣ «Ἐρωτικὸ Ψέμα». ΠΑΝΑΘΗΝΑΙΟΝ «Ἡ Θεία τοῦ Τσάρλυ». ΚΕΝΤΡΙΚΟΝ «Ἐπίκαιρα». ΑΘΗΝΑΙΟΝ «Ὁ Ἠλίας». ΑΛΑΜΠΡΑ «Οἱ ἀπόχοι». ΑΛΚΑΖΑΡ «Ὁ ἀθάνατος». ΑΣΤΗΡ «Τὸ στοίχημα». ΟΛΥΜΠΙΑ «Ἡ Μάρθα». ΚΟΣΜΟΠΟΛΙΣ «Ἡ ἀνθρωπομορφία». ΑΝΤΙΠΑΡΟΣ «Ἡ Ἐθνικὴ Ζωή». ΔΙΟΝΥΣΙΑ «Ἡ ἐπιστροφή». ΔΕΞΑΜΕΝΗ «Κινηματογράφος».: [372, 460, 604, 610]
- ad-city: ΑΘΗΝΑΙ: [364, 2129, 416, 2144]
- paragraph: Ἡ ἑλληνικὴ προέλασις συνεχίζεται παρὰ τὰς δυσκολίας τοῦ ἐδάφους.: [1100, 1734, 1334, 1764]
- paragraph: 3) Διὰ τὴν προμήθειαν 50.000 ὀκάδων βουτύρου τὴν 3ην Σεπτεμβρίου ἡμέραν Παρασκευὴν καὶ ὥραν 11 1/2—12 1/2 π. μ.: [372, 894, 604, 953]
- ad-title: ΑΝΩΤΕΡΟΝ ΠΑΡΘΕΝΑΓΩΓΕΙΟΝ: [391, 1153, 585, 1168]
- column-5b-top: [1346, 196, 1580, 446]
- sub-headline: ΣΗΜΑΝΤΙΚΩΤΑΤΟΝ ΑΡΘΡΟΝ ΤΗΣ "ΟΥΜΑΝΙΤΕ,,: [548, 118, 910, 135]
- headline: ΕΦΑΡΜΟΖΟΜΕΝΗ & ΘΑΥΜΑΤΟΥΡΓΟΥΣΑ: [186, 693, 304, 722]
- ad-title: ΑΝΩΝΥΜΟΣ ΕΛΛΗΝΙΚΗ ΕΤΑΙΡΙΑ: [638, 1359, 816, 1372]
- paragraph: ΛΟΝΔΙΝΟΝ, 18 (Τηλ.). — Ἡ Γιουγκοσλαβία, γράφει ἡ «Κομμουνιστής», δὲν εἶναι ἡ μόνη χώρα εἰς τὴν ὁποίαν ἡ ἀστικὴ τάξις κηρύσσει τὸν πόλεμον κατὰ τῶν ἐργατῶν. Καὶ ἡ Ρουμανία ἐπιδίδεται εἰς ὄργια τρομοκρατίας.: [1100, 196, 1334, 299]
